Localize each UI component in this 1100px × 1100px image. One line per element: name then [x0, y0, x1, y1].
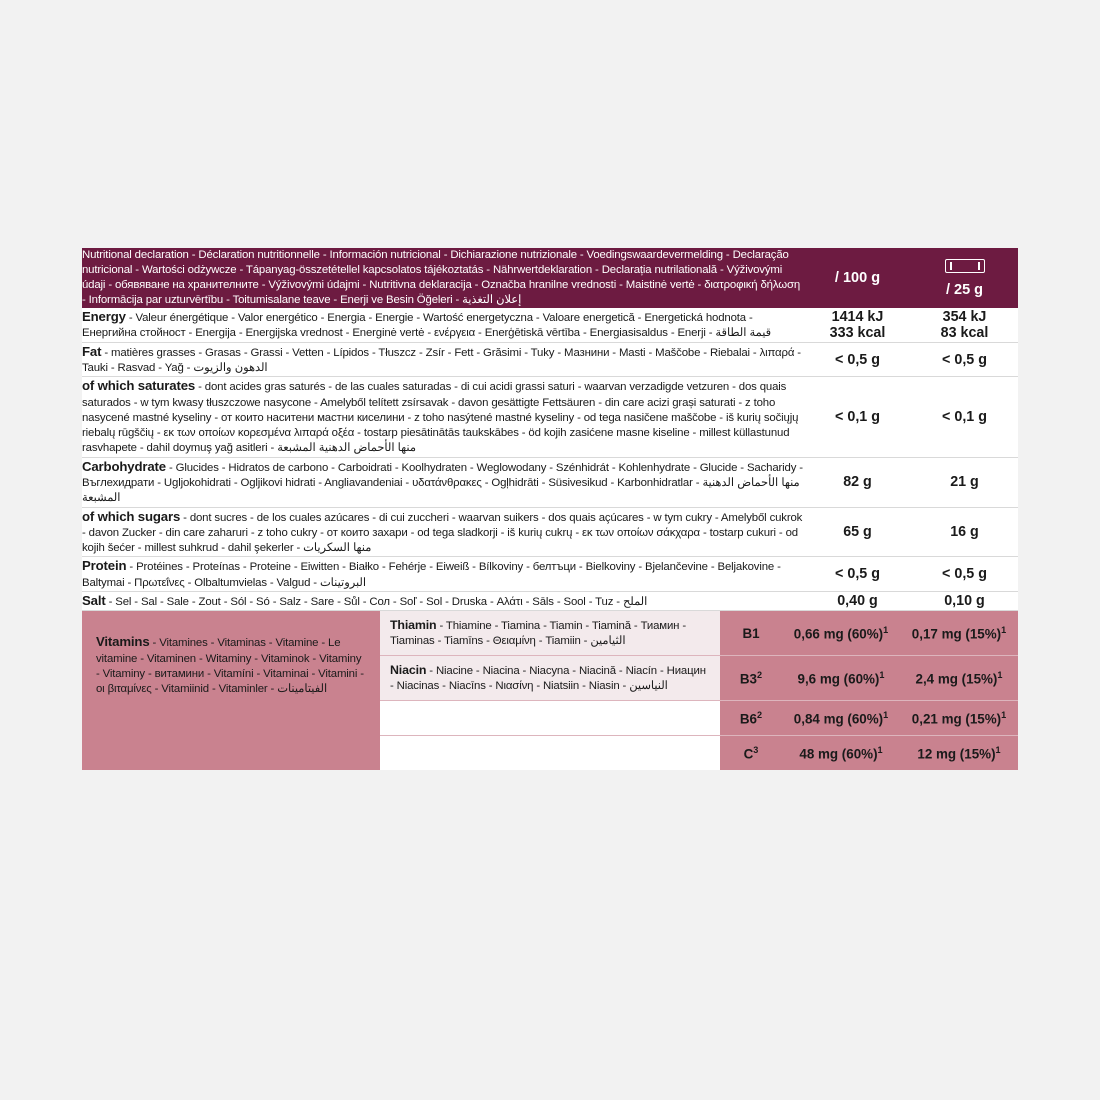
footnote-marker: 1: [1001, 625, 1007, 636]
vitamin-name-niacin: Niacin: [390, 663, 427, 678]
value-saturates-25g: < 0,1 g: [911, 377, 1018, 457]
nutrient-label-saturates: [82, 377, 804, 457]
vitamin-code-b1: [720, 626, 782, 641]
vitamin-value-b3-100g-text: 9,6 mg (60%): [797, 671, 880, 687]
footnote-marker: 2: [757, 670, 763, 681]
vitamin-value-b3-25g: [900, 670, 1018, 686]
table-row: [82, 457, 1018, 507]
energy-bar-icon: [945, 259, 985, 273]
vitamin-value-b1-100g-text: 0,66 mg (60%): [793, 626, 884, 642]
value-carbohydrate-100g: 82 g: [804, 457, 911, 507]
vitamin-value-b1-100g: [782, 625, 900, 641]
vitamin-code-b1-text: B1: [742, 625, 760, 641]
nutrient-label-protein: [82, 557, 804, 592]
vitamin-value-b1-25g: [900, 625, 1018, 641]
vitamin-value-b6-100g-text: 0,84 mg (60%): [793, 711, 884, 727]
vitamin-row-c: [380, 736, 1018, 770]
nutrient-label-energy: [82, 308, 804, 342]
vitamin-value-b3-100g: [782, 670, 900, 686]
nutrient-label-fat: [82, 342, 804, 377]
value-salt-100g: 0,40 g: [804, 591, 911, 610]
vitamins-translations: - Vitamines - Vitaminas - Vitamine - Le vitamine - Vitaminen - Witaminy - Vitaminok - Vitaminy - Vitaminy - витамини - Vitamíni - Vitaminai - Vitamini - οι βιταμίνες - Vitamiinid - Vitaminler - الفيتامينات: [96, 637, 364, 696]
vitamin-name-thiamin: Thiamin: [390, 618, 437, 633]
nutrient-name-fat: Fat: [82, 343, 102, 359]
vitamin-value-b6-25g: [900, 710, 1018, 726]
vitamin-value-b6-25g-text: 0,21 mg (15%): [911, 711, 1002, 727]
nutrient-translations-salt: - Sel - Sal - Sale - Zout - Sól - Só - Salz - Sare - Sůl - Сол - Soľ - Sol - Druska - Αλάτι - Sāls - Sool - Tuz - الملح: [105, 595, 648, 608]
table-row: [82, 342, 1018, 377]
vitamins-name: Vitamins: [96, 634, 150, 650]
footnote-marker: 1: [883, 710, 889, 721]
vitamin-names-thiamin: [380, 611, 720, 655]
vitamin-value-b1-25g-text: 0,17 mg (15%): [911, 626, 1002, 642]
vitamin-code-b6: [720, 710, 782, 726]
footnote-marker: 1: [1001, 710, 1007, 721]
nutrient-name-carbohydrate: Carbohydrate: [82, 458, 166, 474]
value-carbohydrate-25g: 21 g: [911, 457, 1018, 507]
vitamin-value-c-25g: [900, 745, 1018, 761]
value-energy-100g: [804, 308, 911, 342]
vitamin-code-c-text: C: [743, 746, 754, 762]
column-header-25g: / 25 g: [945, 281, 984, 298]
vitamin-translations-niacin: - Niacine - Niacina - Niacyna - Niacină - Niacín - Ниацин - Niacinas - Niacīns - Νιασίνη - Niatsiin - Niasin - النياسين: [390, 665, 706, 693]
vitamin-row-niacin: [380, 656, 1018, 701]
nutrient-translations-fat: - matières grasses - Grasas - Grassi - Vetten - Lípidos - Tłuszcz - Zsír - Fett - Grăsimi - Tuky - Мазнини - Masti - Maščobe - Riebalai - λιπαρά - Tauki - Rasvad - Yağ - الدهون والزيوت: [82, 346, 801, 375]
footnote-marker: 1: [883, 625, 889, 636]
nutrient-name-sugars: of which sugars: [82, 508, 181, 524]
value-energy-100g-kcal: 333 kcal: [829, 324, 886, 341]
footnote-marker: 3: [753, 745, 759, 756]
vitamin-value-b6-100g: [782, 710, 900, 726]
vitamin-code-b3: [720, 670, 782, 686]
vitamin-value-b3-25g-text: 2,4 mg (15%): [915, 671, 998, 687]
nutrient-label-sugars: [82, 507, 804, 557]
value-saturates-100g: < 0,1 g: [804, 377, 911, 457]
vitamin-value-c-100g-text: 48 mg (60%): [799, 746, 878, 762]
value-energy-25g-kj: 354 kJ: [942, 308, 987, 325]
footnote-marker: 1: [995, 745, 1001, 756]
vitamin-names-c: [380, 736, 720, 770]
footnote-marker: 1: [879, 670, 885, 681]
vitamin-code-b3-text: B3: [739, 671, 758, 687]
vitamin-row-b6: [380, 701, 1018, 736]
nutrient-translations-protein: - Protéines - Proteínas - Proteine - Eiwitten - Białko - Fehérje - Eiweiß - Bílkoviny - белтъци - Bielkoviny - Bjelančevine - Beljakovine - Baltymai - Πρωτεΐνες - Olbaltumvielas - Valgud - البروتينات: [82, 561, 781, 589]
nutrient-name-salt: Salt: [82, 592, 106, 608]
column-header-100g: / 100 g: [804, 248, 911, 308]
value-fat-25g: < 0,5 g: [911, 342, 1018, 377]
table-row: [82, 557, 1018, 592]
vitamins-label: [82, 611, 380, 770]
table-row: [82, 507, 1018, 557]
table-header-row: [82, 248, 1018, 308]
nutrient-translations-carbohydrate: - Glucides - Hidratos de carbono - Carboidrati - Koolhydraten - Weglowodany - Szénhidrát - Kohlenhydrate - Glucide - Sacharidy - Въглехидрати - Uglјokohidrati - Ogljikovi hidrati - Angliavandeniai - υδατάνθρακες - Ogļhidrāti - Süsivesikud - Karbonhidratlar - منها الأحماض الدهنية المشبعة: [82, 461, 803, 505]
nutrient-name-saturates: of which saturates: [82, 378, 196, 394]
value-salt-25g: 0,10 g: [911, 591, 1018, 610]
vitamin-names-niacin: [380, 656, 720, 700]
nutrient-name-protein: Protein: [82, 558, 127, 574]
value-sugars-25g: 16 g: [911, 507, 1018, 557]
footnote-marker: 1: [877, 745, 883, 756]
value-fat-100g: < 0,5 g: [804, 342, 911, 377]
vitamin-code-c: [720, 745, 782, 761]
nutrient-translations-sugars: - dont sucres - de los cuales azúcares - di cui zuccheri - waarvan suikers - dos quais açúcares - w tym cukry - Amelyből cukrok - davon Zucker - din care zaharuri - z toho cukry - от които захари - od tega sladkorji - iš kurių cukrų - εκ των οποίων σάκχαρα - tostarp cukuri - od kojih šećer - millest suhkrud - dahil şekerler - منها السكريات: [82, 511, 803, 555]
footnote-marker: 2: [757, 710, 763, 721]
nutrient-translations-saturates: - dont acides gras saturés - de las cuales saturadas - di cui acidi grassi saturi - waarvan verzadigde vetzuren - dos quais saturados - w tym kwasy tłuszczowe nasycone - Amelyből telített zsírsavak - davon gesättigte Fettsäuren - din care acizi grași saturati - z toho nasycené mastné kyseliny - от които наситени мастни киселини - z toho nasýtené mastné kyseliny - od tega nasičene maščobe - iš kurių sočiųjų riebalų rūgščių - εκ των οποίων κορεσμένα λιπαρά οξέα - tostarp piesātinātās taukskābes - öd kojih zasićene masne kiseline - millest küllastunud rasvhapete - dahil doymuş yağ asitleri - منها الأحماض الدهنية المشبعة: [82, 381, 799, 455]
footnote-marker: 1: [997, 670, 1003, 681]
nutritional-declaration-text: Nutritional declaration - Déclaration nutritionnelle - Información nutricional - Dichiarazione nutrizionale - Voedingswaardevermelding - Declaração nutricional - Wartości odżywcze - Tápanyag-összetétellel kapcsolatos tájékoztatás - Nährwertdeklaration - Declarația nutrilatională - Výživovými údaji - обявяване на хранителните - Výživovými údajmi - Nutritivna deklaracija - Označba hranilne vrednosti - Maistinė vertė - διατροφική δήλωση - Informācija par uzturvērtību - Toitumisalane teave - Enerji ve Besin Öğeleri - إعلان التغذية: [82, 248, 804, 308]
value-energy-25g: [911, 308, 1018, 342]
value-energy-25g-kcal: 83 kcal: [940, 324, 989, 341]
nutrition-table: [82, 248, 1018, 611]
nutrient-label-salt: [82, 591, 804, 610]
vitamin-code-b6-text: B6: [739, 711, 758, 727]
table-row: [82, 591, 1018, 610]
vitamin-row-thiamin: [380, 611, 1018, 656]
nutrient-name-energy: Energy: [82, 309, 126, 325]
vitamin-translations-thiamin: - Thiamine - Tiamina - Tiamin - Tiamină - Тиамин - Tiaminas - Tiamīns - Θειαμίνη - Tiamiin - الثيامين: [390, 620, 686, 648]
vitamins-rows: [380, 611, 1018, 770]
nutrition-table-wrapper: [82, 248, 1018, 770]
vitamin-names-b6: [380, 701, 720, 735]
value-energy-100g-kj: 1414 kJ: [831, 308, 884, 325]
value-protein-100g: < 0,5 g: [804, 557, 911, 592]
nutrient-label-carbohydrate: [82, 457, 804, 507]
vitamin-value-c-25g-text: 12 mg (15%): [917, 746, 996, 762]
vitamins-section: [82, 611, 1018, 770]
vitamin-value-c-100g: [782, 745, 900, 761]
table-row: [82, 377, 1018, 457]
value-sugars-100g: 65 g: [804, 507, 911, 557]
column-header-25g-cell: [911, 248, 1018, 308]
table-row: [82, 308, 1018, 342]
value-protein-25g: < 0,5 g: [911, 557, 1018, 592]
nutrient-translations-energy: - Valeur énergétique - Valor energético - Energia - Energie - Wartość energetyczna - Valoare energetică - Energetická hodnota - Енергийна стойност - Energija - Energijska vrednost - Energinė vertė - ενέργεια - Enerģētiskā vērtība - Energiasisaldus - Enerji - قيمة الطاقة: [82, 312, 772, 340]
